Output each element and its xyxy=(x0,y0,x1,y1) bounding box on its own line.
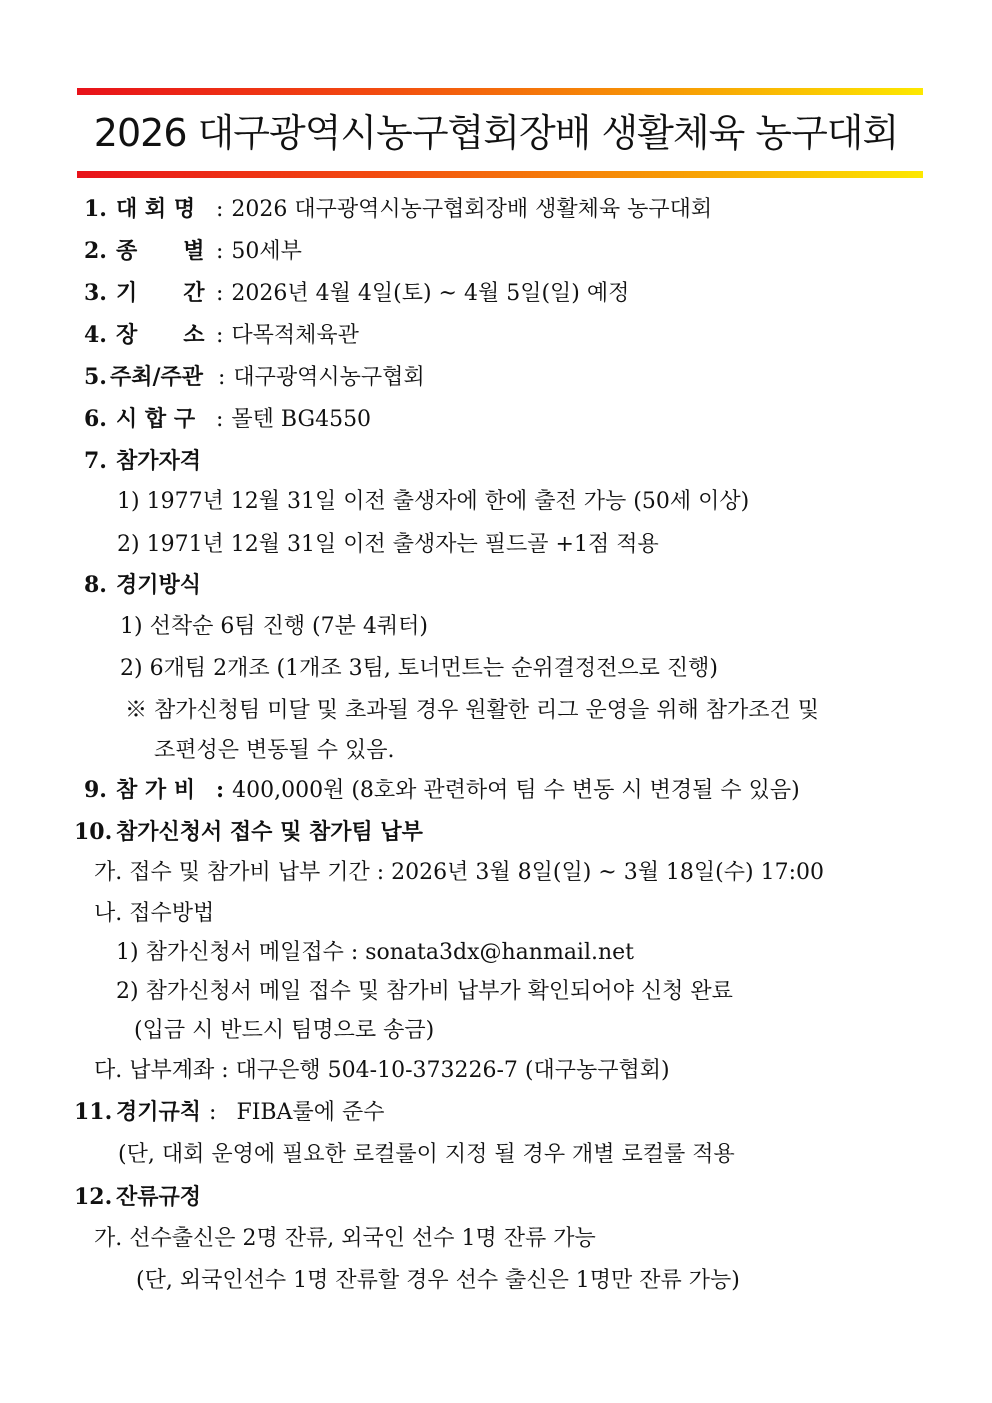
item-6 xyxy=(84,404,371,435)
item-9-label: 참 가 비 xyxy=(116,777,196,803)
item-2-value: 50세부 xyxy=(231,239,302,264)
item-10-na-2-note: (입금 시 반드시 팀명으로 송금) xyxy=(134,1018,435,1043)
item-2-colon: : xyxy=(216,239,224,264)
page-title: 2026 대구광역시농구협회장배 생활체육 농구대회 xyxy=(93,111,899,155)
item-11-colon: : xyxy=(209,1100,217,1125)
item-7-number: 7. xyxy=(84,448,107,474)
item-10-number: 10. xyxy=(74,819,113,845)
item-12-ga: 가. 선수출신은 2명 잔류, 외국인 선수 1명 잔류 가능 xyxy=(94,1226,596,1251)
title-bottom-rule xyxy=(77,171,923,178)
item-7-heading xyxy=(84,446,201,476)
item-12-label: 잔류규정 xyxy=(116,1184,202,1210)
item-6-label: 시 합 구 xyxy=(116,406,196,432)
item-9-colon: : xyxy=(216,777,225,803)
item-5-number: 5. xyxy=(84,364,107,390)
item-3-colon: : xyxy=(216,281,224,306)
item-7-sub-2: 2) 1971년 12월 31일 이전 출생자는 필드골 +1점 적용 xyxy=(117,532,659,557)
item-10-da: 다. 납부계좌 : 대구은행 504-10-373226-7 (대구농구협회) xyxy=(94,1058,670,1083)
item-12-number: 12. xyxy=(74,1184,113,1210)
item-9 xyxy=(84,775,800,806)
item-11 xyxy=(74,1097,384,1128)
item-6-number: 6. xyxy=(84,406,107,432)
item-4-value: 다목적체육관 xyxy=(231,323,359,348)
item-4-colon: : xyxy=(216,323,224,348)
item-6-colon: : xyxy=(216,407,224,432)
item-10-heading xyxy=(74,817,423,847)
item-10-na-2: 2) 참가신청서 메일 접수 및 참가비 납부가 확인되어야 신청 완료 xyxy=(116,979,733,1004)
item-8-note-2: 조편성은 변동될 수 있음. xyxy=(154,738,395,763)
item-7-sub-1: 1) 1977년 12월 31일 이전 출생자에 한에 출전 가능 (50세 이상) xyxy=(117,489,750,514)
item-11-note: (단, 대회 운영에 필요한 로컬룰이 지정 될 경우 개별 로컬룰 적용 xyxy=(118,1142,735,1167)
item-3-value: 2026년 4월 4일(토) ~ 4월 5일(일) 예정 xyxy=(231,281,630,306)
title-top-rule xyxy=(77,88,923,95)
item-5-label: 주최/주관 xyxy=(110,364,204,390)
item-1-number: 1. xyxy=(84,196,107,222)
item-12-ga-note: (단, 외국인선수 1명 잔류할 경우 선수 출신은 1명만 잔류 가능) xyxy=(136,1268,740,1293)
item-1-colon: : xyxy=(216,197,224,222)
item-8-sub-1: 1) 선착순 6팀 진행 (7분 4쿼터) xyxy=(120,614,428,639)
item-10-ga: 가. 접수 및 참가비 납부 기간 : 2026년 3월 8일(일) ~ 3월 18일(수) 17:00 xyxy=(94,860,824,885)
item-4-label: 장 소 xyxy=(116,322,205,348)
item-4 xyxy=(84,320,359,351)
item-2-number: 2. xyxy=(84,238,107,264)
item-5 xyxy=(84,362,425,393)
item-8-label: 경기방식 xyxy=(116,572,202,598)
item-8-sub-2: 2) 6개팀 2개조 (1개조 3팀, 토너먼트는 순위결정전으로 진행) xyxy=(120,656,718,681)
item-3 xyxy=(84,278,629,309)
item-1-value: 2026 대구광역시농구협회장배 생활체육 농구대회 xyxy=(231,197,713,222)
item-10-na-1: 1) 참가신청서 메일접수 : sonata3dx@hanmail.net xyxy=(116,940,635,965)
item-11-label: 경기규칙 xyxy=(116,1099,202,1125)
item-6-value: 몰텐 BG4550 xyxy=(231,407,372,432)
item-1-label: 대 회 명 xyxy=(116,196,196,222)
item-2-label: 종 별 xyxy=(116,238,205,264)
item-3-label: 기 간 xyxy=(116,280,205,306)
item-2 xyxy=(84,236,302,267)
item-7-label: 참가자격 xyxy=(116,448,202,474)
item-5-colon: : xyxy=(218,365,226,390)
item-8-note-1: ※ 참가신청팀 미달 및 초과될 경우 원활한 리그 운영을 위해 참가조건 및 xyxy=(125,698,819,723)
item-12-heading xyxy=(74,1182,201,1212)
item-11-value: FIBA룰에 준수 xyxy=(236,1100,385,1125)
item-4-number: 4. xyxy=(84,322,107,348)
item-5-value: 대구광역시농구협회 xyxy=(233,365,425,390)
item-8-number: 8. xyxy=(84,572,107,598)
item-11-number: 11. xyxy=(74,1099,113,1125)
item-8-heading xyxy=(84,570,201,600)
item-9-number: 9. xyxy=(84,777,107,803)
item-1 xyxy=(84,194,712,225)
item-10-na: 나. 접수방법 xyxy=(94,901,215,926)
item-3-number: 3. xyxy=(84,280,107,306)
item-10-label: 참가신청서 접수 및 참가팀 납부 xyxy=(116,819,423,845)
item-9-value: 400,000원 (8호와 관련하여 팀 수 변동 시 변경될 수 있음) xyxy=(232,778,800,803)
